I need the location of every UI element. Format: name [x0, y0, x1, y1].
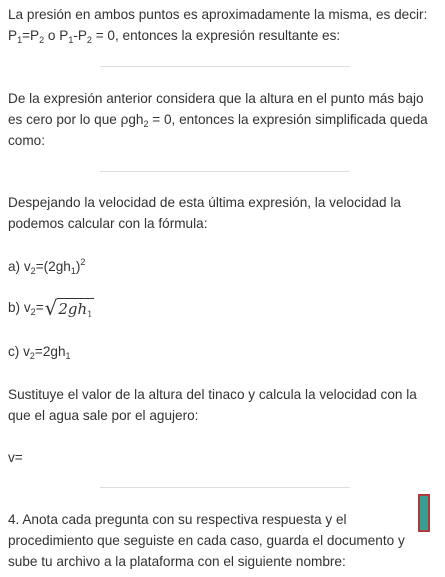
velocity-answer-label: v=	[8, 450, 23, 465]
pressure-text: La presión en ambos puntos es aproximadamente la misma, es decir:	[8, 7, 428, 22]
answer-line-3[interactable]	[100, 487, 350, 488]
paragraph-height: De la expresión anterior considera que la altura en el punto más bajo es cero por lo que ρgh$_2$ = 0, entonces la expresión simplificada queda como:	[8, 91, 428, 148]
answer-line-2[interactable]	[100, 171, 350, 172]
pressure-formula-text: $P_1=P_2$ o $P_1-P_2 = 0$, entonces la expresión resultante es:	[8, 28, 341, 45]
answer-line-1[interactable]	[100, 66, 350, 67]
option-a: a) $v_2=(2gh_1)^2$	[8, 257, 86, 276]
paragraph-instructions: 4. Anota cada pregunta con su respectiva respuesta y el procedimiento que seguiste en cada caso, guarda el documento y sube tu archivo a la plataforma con el siguiente nombre:	[8, 512, 405, 569]
side-tab-button[interactable]	[418, 494, 430, 532]
paragraph-substitute: Sustituye el valor de la altura del tinaco y calcula la velocidad con la que el agua sale por el agujero:	[8, 387, 417, 423]
option-c: c) $v_2=2gh_1$	[8, 344, 71, 361]
option-b: b) $v_2=$ √ $2gh_1$	[8, 296, 93, 321]
paragraph-pressure	[8, 4, 434, 46]
sqrt-formula: √ $2gh_1$	[44, 296, 93, 321]
paragraph-velocity: Despejando la velocidad de esta última expresión, la velocidad la podemos calcular con la fórmula:	[8, 195, 401, 231]
